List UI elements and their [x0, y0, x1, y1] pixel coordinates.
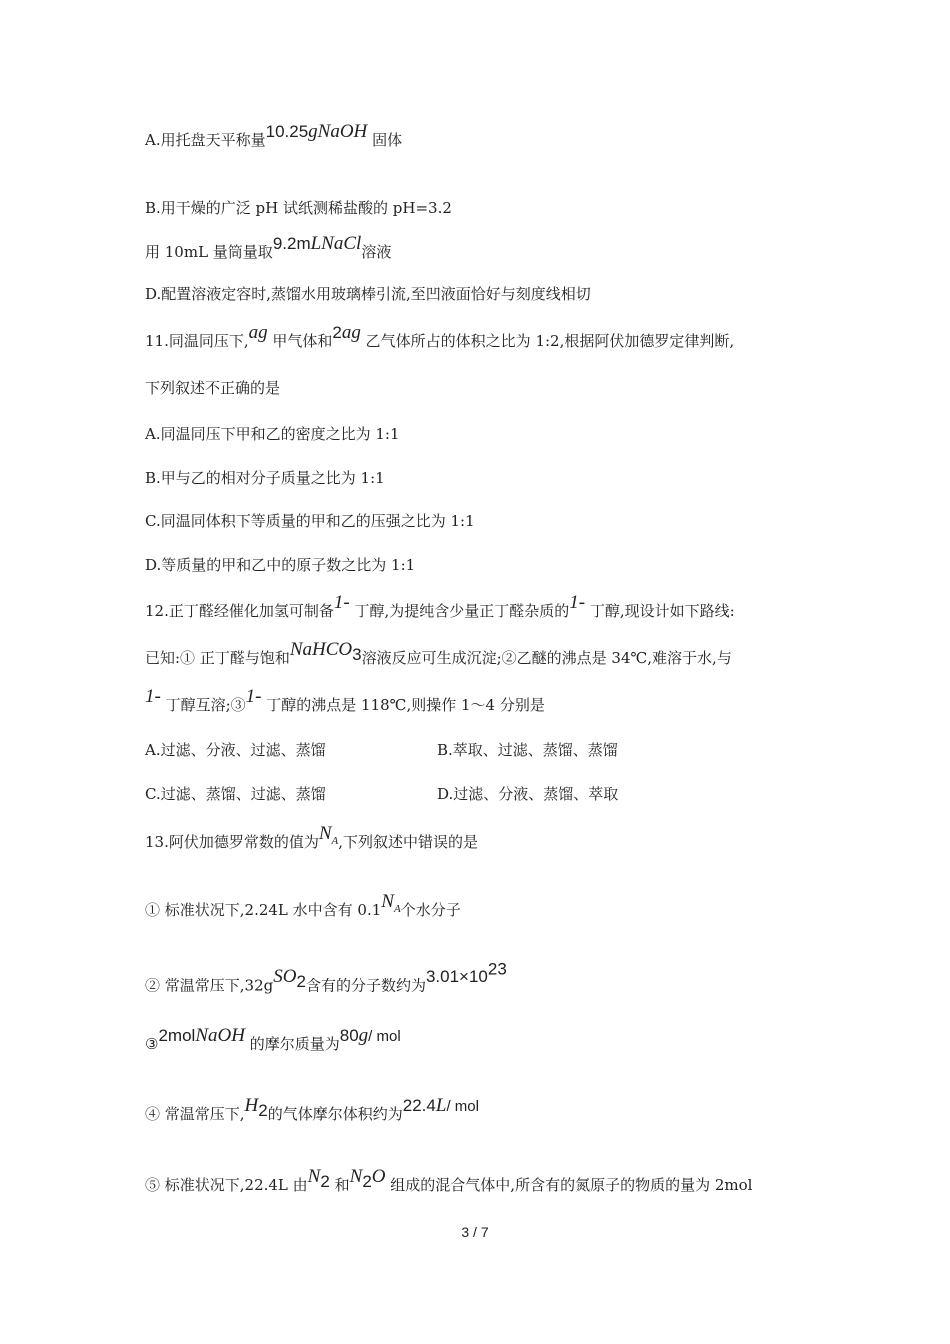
q13-stem: 13.阿伏加德罗常数的值为$N_A$,下列叙述中错误的是 [145, 823, 479, 851]
math-expression: $N_A$ [318, 823, 339, 847]
option-d-line: D.配置溶液定容时,蒸馏水用玻璃棒引流,至凹液面恰好与刻度线相切 [145, 285, 591, 303]
q11-stem-line2: 下列叙述不正确的是 [145, 379, 281, 397]
math-expression: $SO_2$ [273, 966, 306, 992]
math-expression: 1- [245, 686, 262, 707]
q12-option-a: A.过滤、分液、过滤、蒸馏 [145, 741, 326, 759]
math-expression: 1- [145, 686, 161, 707]
q11-option-d: D.等质量的甲和乙中的原子数之比为 1:1 [145, 556, 416, 574]
math-expression: 9.2mLNaCl [272, 233, 362, 254]
math-expression: 1- [569, 592, 586, 613]
option-a-line: A.用托盘天平称量10.25gNaOH 固体 [145, 121, 403, 149]
q12-known-line1: 已知:① 正丁醛与饱和NaHCO$_3$溶液反应可生成沉淀;②乙醚的沸点是 34℃,难溶于水,与 [145, 639, 732, 667]
math-expression: $3.01\times 10^{23}$ [425, 960, 507, 987]
q11-option-a: A.同温同压下甲和乙的密度之比为 1:1 [145, 425, 400, 443]
q11-option-c: C.同温同体积下等质量的甲和乙的压强之比为 1:1 [145, 512, 475, 530]
q12-stem: 12.正丁醛经催化加氢可制备1- 丁醇,为提纯含少量正丁醛杂质的1- 丁醇,现设计如下路线: [145, 592, 735, 620]
option-c-line: 用 10mL 量筒量取9.2mLNaCl溶液 [145, 233, 392, 261]
q13-statement-4: ④ 常温常压下$,H_2$的气体摩尔体积约为22.4L/ mol [145, 1095, 479, 1123]
math-expression: ag [248, 322, 268, 343]
math-expression: 2molNaOH [158, 1025, 245, 1046]
option-b-line: B.用干燥的广泛 pH 试纸测稀盐酸的 pH=3.2 [145, 199, 452, 217]
q13-statement-2: ② 常温常压下,32gSO$_2$含有的分子数约为$3.01\times 10^{23}$ [145, 960, 507, 995]
q12-known-line2: 1- 丁醇互溶;③1- 丁醇的沸点是 118℃,则操作 1～4 分别是 [145, 686, 545, 714]
q13-statement-3: ③2molNaOH 的摩尔质量为80g/ mol [145, 1025, 401, 1053]
math-expression: 22.4L/ mol [402, 1095, 479, 1116]
math-expression: $N_A$ [381, 891, 401, 915]
q13-statement-5: ⑤ 标准状况下,22.4L 由$N_2$ 和$N_2O$ 组成的混合气体中,所含有的氮原子的物质的量为 2mol [145, 1166, 753, 1194]
math-expression: NaHCO$_3$ [289, 639, 362, 664]
q12-option-d: D.过滤、分液、蒸馏、萃取 [437, 785, 619, 803]
math-expression: 1- [333, 592, 350, 613]
q13-statement-1: ① 标准状况下,2.24L 水中含有 $0.1N_A$个水分子 [145, 891, 461, 919]
math-expression: 80g/ mol [339, 1025, 401, 1046]
q12-option-b: B.萃取、过滤、蒸馏、蒸馏 [437, 741, 618, 759]
math-expression: $N_2$ [307, 1166, 330, 1191]
q11-option-b: B.甲与乙的相对分子质量之比为 1:1 [145, 469, 385, 487]
q12-option-c: C.过滤、蒸馏、过滤、蒸馏 [145, 785, 326, 803]
q11-stem: 11.同温同压下,ag 甲气体和2ag 乙气体所占的体积之比为 1:2,根据阿伏加德罗定律判断, [145, 322, 735, 350]
math-expression: 10.25gNaOH [265, 121, 368, 142]
math-expression: 2ag [332, 322, 361, 343]
math-expression: $N_2O$ [349, 1166, 386, 1191]
math-expression: $H_2$ [244, 1095, 268, 1120]
page-number: 3 / 7 [461, 1224, 489, 1240]
